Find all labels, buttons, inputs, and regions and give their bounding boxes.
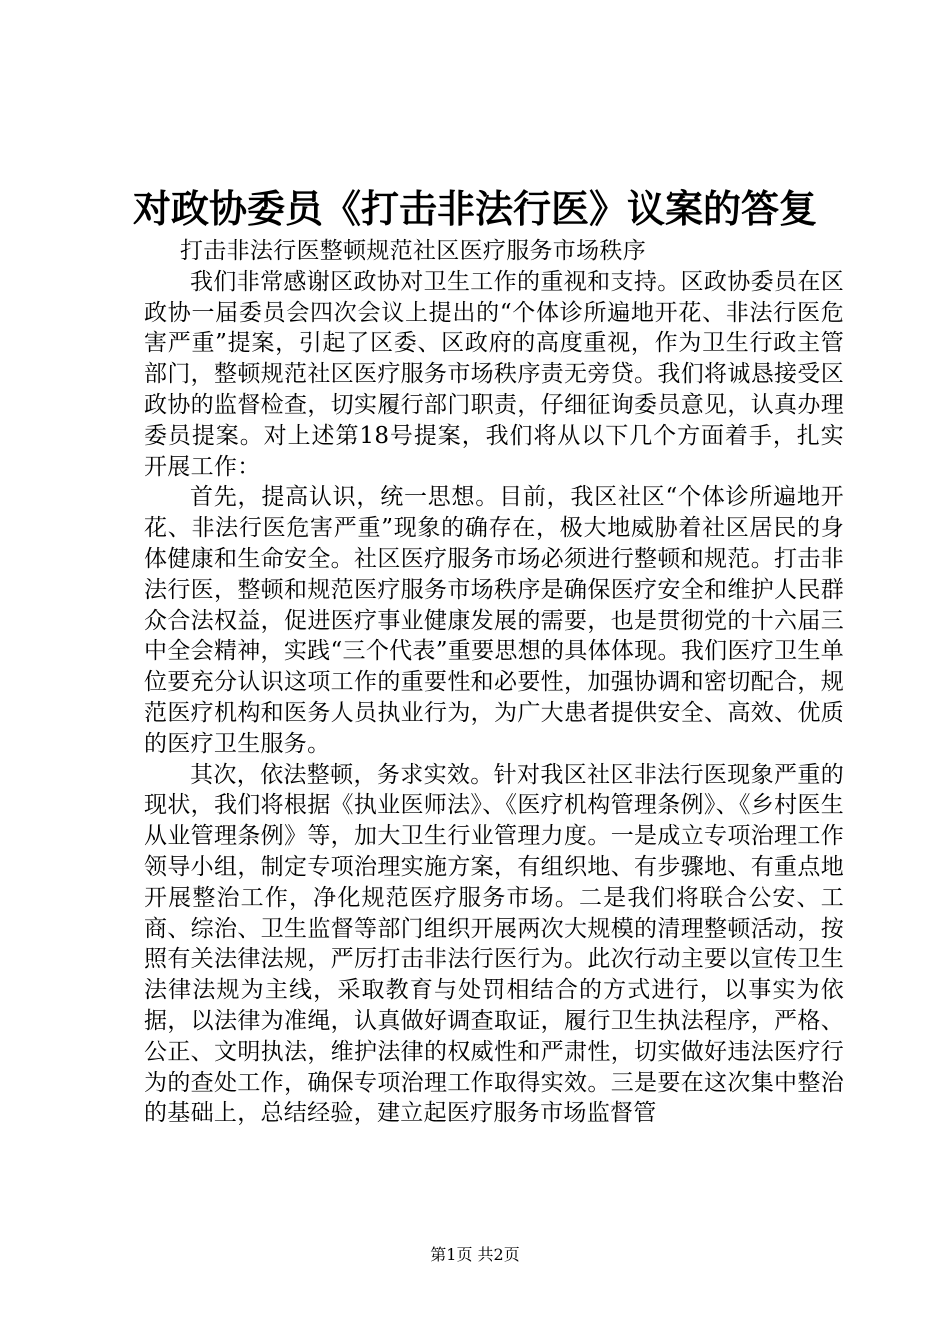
page-number-footer: 第1页 共2页 — [430, 1245, 520, 1264]
paragraph-intro: 我们非常感谢区政协对卫生工作的重视和支持。区政协委员在区政协一届委员会四次会议上提出的“个体诊所遍地开花、非法行医危害严重”提案，引起了区委、区政府的高度重视，作为卫生行政主管部门，整顿规范社区医疗服务市场秩序责无旁贷。我们将诚恳接受区政协的监督检查，切实履行部门职责，仔细征询委员意见，认真办理委员提案。对上述第18号提案，我们将从以下几个方面着手，扎实开展工作： — [144, 268, 844, 480]
paragraph-first-point: 首先，提高认识，统一思想。目前，我区社区“个体诊所遍地开花、非法行医危害严重”现象的确存在，极大地威胁着社区居民的身体健康和生命安全。社区医疗服务市场必须进行整顿和规范。打击非法行医，整顿和规范医疗服务市场秩序是确保医疗安全和维护人民群众合法权益，促进医疗事业健康发展的需要，也是贯彻党的十六届三中全会精神，实践“三个代表”重要思想的具体体现。我们医疗卫生单位要充分认识这项工作的重要性和必要性，加强协调和密切配合，规范医疗机构和医务人员执业行为，为广大患者提供安全、高效、优质的医疗卫生服务。 — [144, 484, 844, 757]
document-title: 对政协委员《打击非法行医》议案的答复 — [132, 186, 817, 231]
document-body — [144, 236, 844, 1129]
document-subtitle: 打击非法行医整顿规范社区医疗服务市场秩序 — [180, 238, 646, 264]
paragraph-second-point: 其次，依法整顿，务求实效。针对我区社区非法行医现象严重的现状，我们将根据《执业医师法》、《医疗机构管理条例》、《乡村医生从业管理条例》等，加大卫生行业管理力度。一是成立专项治理工作领导小组，制定专项治理实施方案，有组织地、有步骤地、有重点地开展整治工作，净化规范医疗服务市场。二是我们将联合公安、工商、综治、卫生监督等部门组织开展两次大规模的清理整顿活动，按照有关法律法规，严厉打击非法行医行为。此次行动主要以宣传卫生法律法规为主线，采取教育与处罚相结合的方式进行，以事实为依据，以法律为准绳，认真做好调查取证，履行卫生执法程序，严格、公正、文明执法，维护法律的权威性和严肃性，切实做好违法医疗行为的查处工作，确保专项治理工作取得实效。三是要在这次集中整治的基础上，总结经验，建立起医疗服务市场监督管 — [144, 761, 844, 1127]
